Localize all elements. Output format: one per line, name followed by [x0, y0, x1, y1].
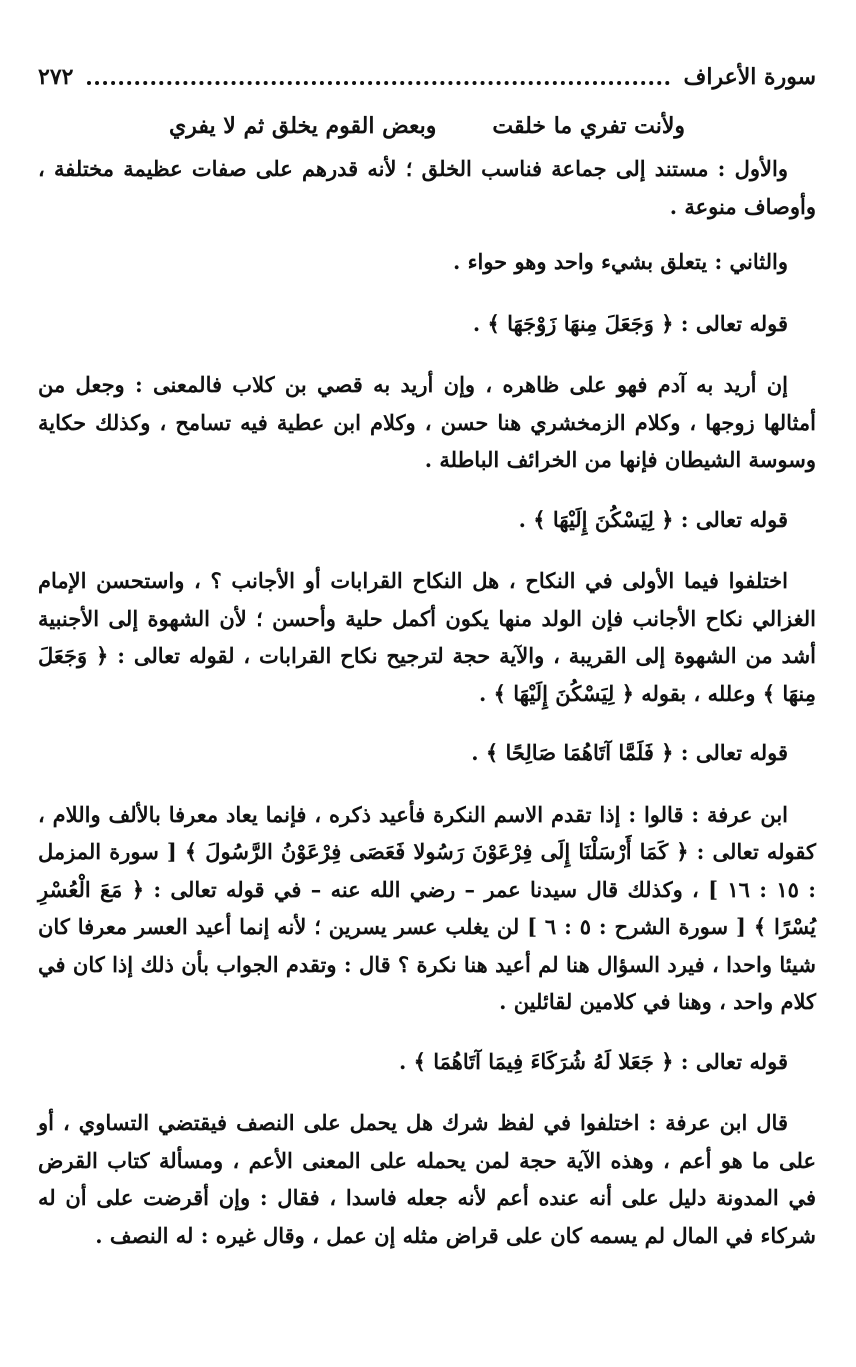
- quranic-heading: قوله تعالى : ﴿ وَجَعَلَ مِنهَا زَوْجَهَا ﴾ .: [472, 310, 788, 336]
- page-body: [38, 104, 816, 1276]
- page-header: [38, 60, 816, 94]
- verse-second-hemistich: وبعض القوم يخلق ثم لا يفري: [169, 113, 437, 139]
- header-dotted-rule: [87, 69, 669, 85]
- surah-title: سورة الأعراف: [683, 64, 816, 90]
- verse-first-hemistich: ولأنت تفري ما خلقت: [492, 113, 686, 139]
- commentary-paragraph: قال ابن عرفة : اختلفوا في لفظ شرك هل يحمل على النصف فيقتضي التساوي ، أو على ما هو أعم ، وهذه الآية حجة لمن يحمله على المعنى الأعم ، ومسألة كتاب القرض في المدونة دليل على أنه عنده أعم لأنه جعله فاسدا ، فقال : وإن أقرضت على أن له شركاء في المال لم يسمه كان على قراض مثله إن عمل ، وقال غيره : له النصف .: [38, 1110, 816, 1248]
- quranic-heading: قوله تعالى : ﴿ فَلَمَّا آتَاهُمَا صَالِحًا ﴾ .: [471, 740, 788, 765]
- paragraph-first-view: والأول : مستند إلى جماعة فناسب الخلق ؛ لأنه قدرهم على صفات عظيمة مختلفة ، وأوصاف منوعة .: [38, 156, 816, 219]
- commentary-paragraph: اختلفوا فيما الأولى في النكاح ، هل النكاح القرابات أو الأجانب ؟ ، واستحسن الإمام الغزالي نكاح الأجانب فإن الولد منها يكون أكمل حلية وأحسن ؛ لأن الشهوة إلى الأجنبية أشد من الشهوة إلى القريبة ، والآية حجة لترجيح نكاح القرابات ، لقوله تعالى : ﴿ وَجَعَلَ مِنهَا ﴾ وعلله ، بقوله ﴿ لِيَسْكُنَ إِلَيْهَا ﴾ .: [38, 568, 816, 706]
- page-number: ٢٧٢: [38, 64, 74, 90]
- quranic-heading: قوله تعالى : ﴿ جَعَلا لَهُ شُرَكَاءَ فِيمَا آتَاهُمَا ﴾ .: [399, 1048, 788, 1074]
- paragraph-second-view: والثاني : يتعلق بشيء واحد وهو حواء .: [452, 249, 788, 274]
- poetry-verse: [38, 104, 816, 148]
- quranic-heading: قوله تعالى : ﴿ لِيَسْكُنَ إِلَيْهَا ﴾ .: [518, 506, 788, 532]
- commentary-paragraph: ابن عرفة : قالوا : إذا تقدم الاسم النكرة فأعيد ذكره ، فإنما يعاد معرفا بالألف واللام ، كقوله تعالى : ﴿ كَمَا أَرْسَلْنَا إِلَى فِرْعَوْنَ رَسُولا فَعَصَى فِرْعَوْنُ الرَّسُولَ ﴾ [ سورة المزمل : ١٥ : ١٦ ] ، وكذلك قال سيدنا عمر – رضي الله عنه – في قوله تعالى : ﴿ مَعَ الْعُسْرِ يُسْرًا ﴾ [ سورة الشرح : ٥ : ٦ ] لن يغلب عسر يسرين ؛ لأنه إنما أعيد العسر معرفا كان شيئا واحدا ، فيرد السؤال هنا لم أعيد هنا نكرة ؟ قال : وتقدم الجواب بأن ذلك إذا كان في كلام واحد ، وهنا في كلامين لقائلين .: [38, 801, 817, 1014]
- commentary-paragraph: إن أريد به آدم فهو على ظاهره ، وإن أريد به قصي بن كلاب فالمعنى : وجعل من أمثالها زوجها ، وكلام الزمخشري هنا حسن ، وكلام ابن عطية فيه تسامح ، وكذلك حكاية وسوسة الشيطان فإنها من الخرائف الباطلة .: [38, 372, 816, 472]
